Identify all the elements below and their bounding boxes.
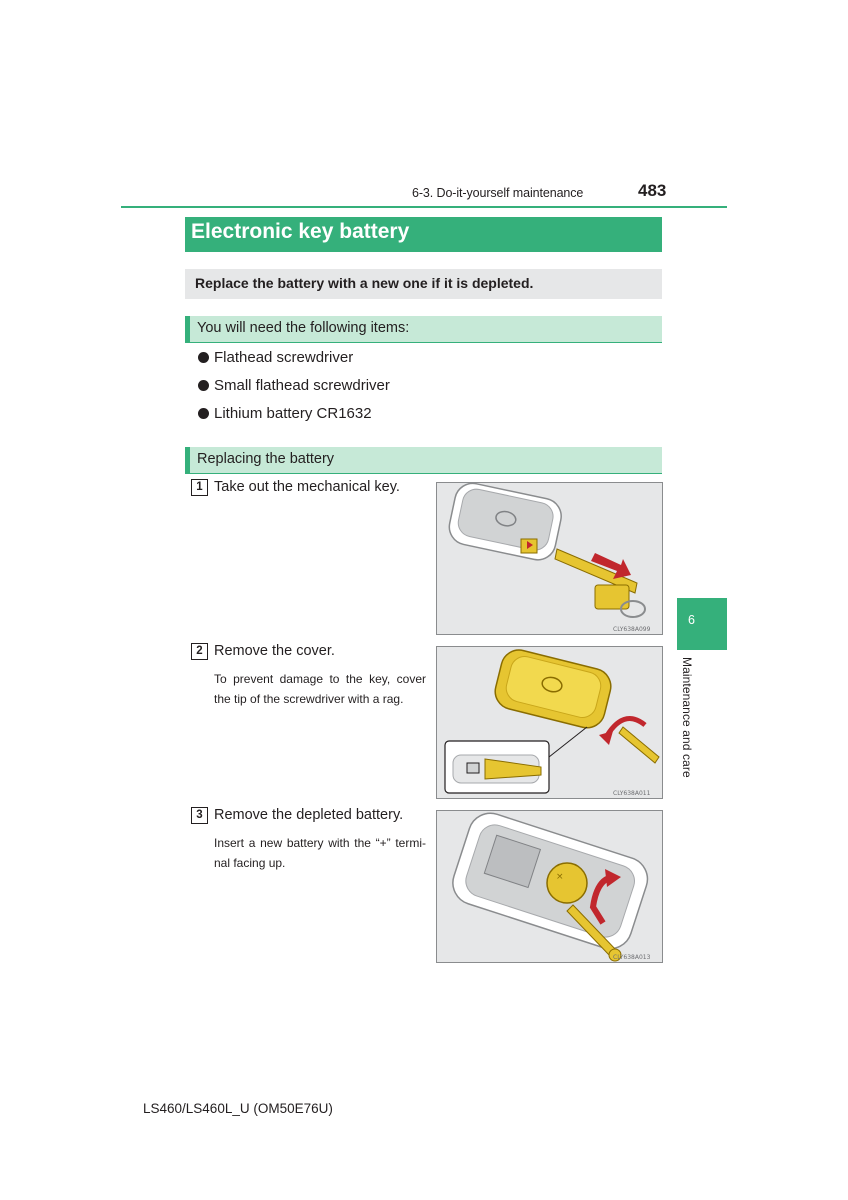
chapter-tab-label: Maintenance and care	[680, 657, 694, 778]
illustration-remove-battery	[436, 810, 663, 963]
step-text: Remove the depleted battery.	[214, 807, 404, 823]
step-number: 1	[191, 479, 208, 496]
footer-model-code: LS460/LS460L_U (OM50E76U)	[143, 1101, 333, 1116]
step-note: Insert a new battery with the “+” termi-nal facing up.	[214, 836, 426, 870]
replace-section-heading: Replacing the battery	[185, 447, 662, 474]
image-code: CLY638A013	[613, 954, 651, 961]
step-number: 2	[191, 643, 208, 660]
list-item: Small flathead screwdriver	[198, 377, 390, 394]
svg-text:×: ×	[556, 872, 564, 882]
image-code: CLY638A099	[613, 626, 651, 633]
chapter-tab: 6	[677, 598, 727, 650]
page-number: 483	[638, 181, 667, 200]
image-code: CLY638A011	[613, 790, 651, 797]
items-section-heading: You will need the following items:	[185, 316, 662, 343]
step-number: 3	[191, 807, 208, 824]
bullet-icon	[198, 408, 209, 419]
step-1	[191, 479, 400, 496]
step-note: To prevent damage to the key, cover the tip of the screwdriver with a rag.	[214, 672, 426, 706]
page-title: Electronic key battery	[185, 217, 662, 252]
bullet-icon	[198, 352, 209, 363]
illustration-remove-mechanical-key	[436, 482, 663, 635]
section-header: 6-3. Do-it-yourself maintenance	[412, 186, 584, 200]
header-rule	[121, 206, 727, 208]
list-item: Lithium battery CR1632	[198, 405, 372, 422]
illustration-remove-cover	[436, 646, 663, 799]
step-3	[191, 807, 403, 824]
list-item: Flathead screwdriver	[198, 349, 353, 366]
intro-box: Replace the battery with a new one if it is depleted.	[185, 269, 662, 299]
step-text: Remove the cover.	[214, 643, 335, 659]
step-text: Take out the mechanical key.	[214, 479, 400, 495]
bullet-icon	[198, 380, 209, 391]
step-2	[191, 643, 335, 660]
